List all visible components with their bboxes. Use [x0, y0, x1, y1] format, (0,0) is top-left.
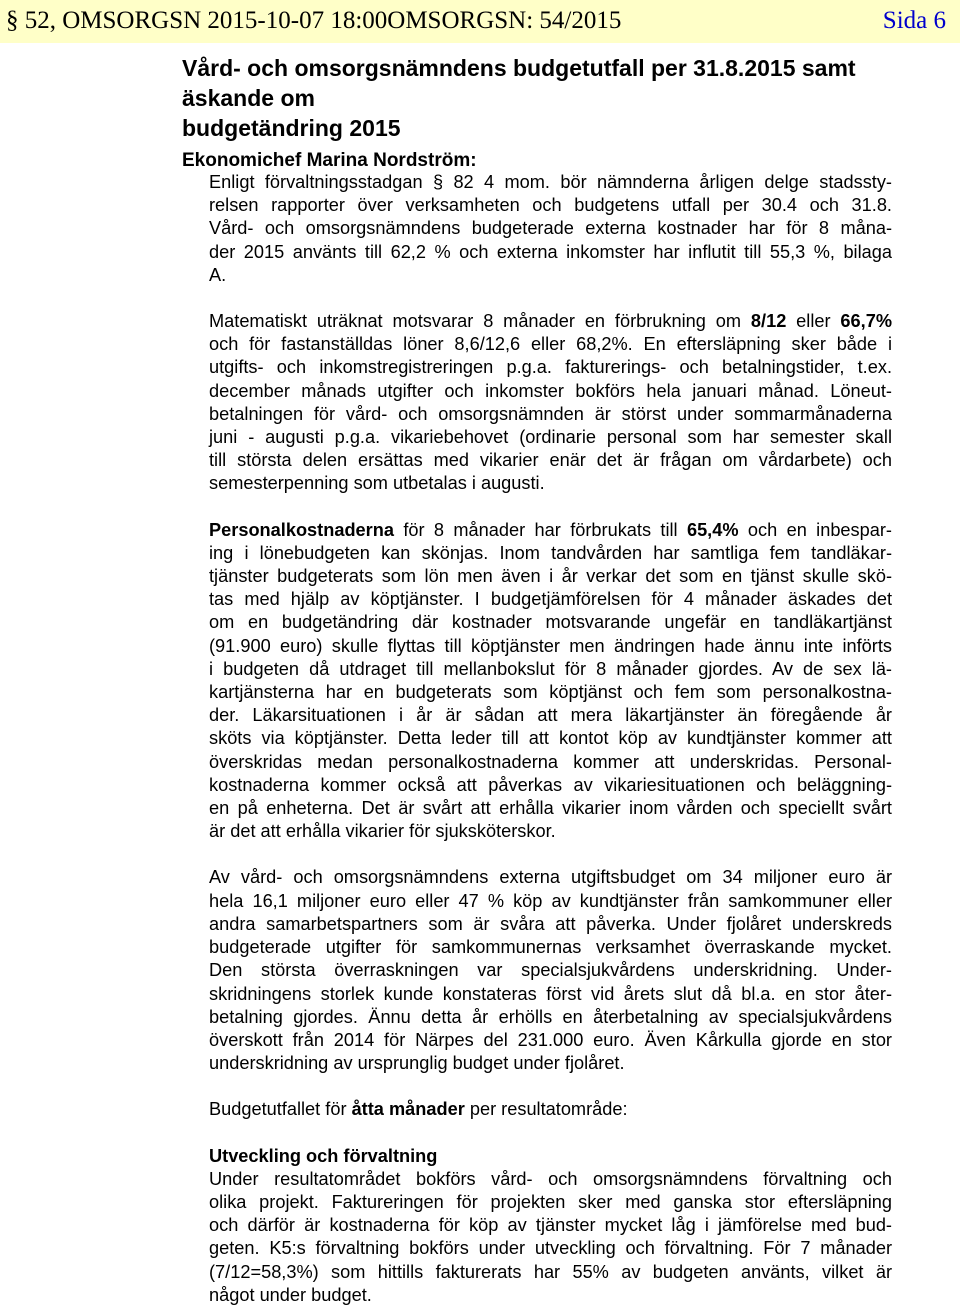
paragraph-2 — [209, 310, 892, 496]
text-line: något under budget. — [209, 1284, 372, 1305]
text-line: Under resultatområdet bokförs vård- och omsorgsnämndens förvaltning och — [209, 1168, 892, 1189]
text-line: överskridas medan personalkostnaderna kommer att underskridas. Personal- — [209, 751, 892, 772]
title-line-1: Vård- och omsorgsnämndens budgetutfall per 31.8.2015 samt äskande om — [182, 55, 856, 111]
text-line: i budgeten då utdraget till mellanbokslut för 8 månader gjordes. Av de sex lä- — [209, 658, 892, 679]
text-line: andra samarbetspartners som är svåra att påverka. Under fjolåret underskreds — [209, 913, 892, 934]
text-line: utgifts- och inkomstregistreringen p.g.a. fakturerings- och betalningstider, t.ex. — [209, 357, 892, 378]
text-line: tjänster budgeterats som lön men även i år verkar det som en tjänst skulle skö- — [209, 566, 892, 587]
text-line: der 2015 använts till 62,2 % och externa inkomster har influtit till 55,3 %, bilaga — [209, 241, 892, 262]
text-line: Matematiskt uträknat motsvarar 8 månader en förbrukning om 8/12 eller 66,7% — [209, 311, 892, 332]
text-line: geten. K5:s förvaltning bokförs under utveckling och förvaltning. För 7 månader — [209, 1238, 892, 1259]
title-line-2: budgetändring 2015 — [182, 115, 401, 141]
text-line: A. — [209, 264, 227, 285]
text-line: tas med hjälp av köptjänster. I budgetjämförelsen för 4 månader äskades det — [209, 589, 892, 610]
text-line: der. Läkarsituationen i år är sådan att mera läkartjänster än föregående år — [209, 705, 892, 726]
paragraph-4 — [209, 866, 892, 1075]
text-line: kartjänsterna har en budgeterats som köptjänst och fem som personalkostna- — [209, 682, 892, 703]
text-line: Budgetutfallet för åtta månader per resultatområde: — [209, 1099, 628, 1120]
paragraph-3 — [209, 519, 892, 844]
text-line: en på enheterna. Det är svårt att erhålla vikarier inom vården och speciellt svårt — [209, 798, 892, 819]
section-utveckling — [209, 1145, 892, 1307]
text-line: hela 16,1 miljoner euro eller 47 % köp av kundtjänster från samkommuner eller — [209, 890, 892, 911]
text-line: december månads utgifter och inkomster bokförs hela januari månad. Löneut- — [209, 380, 892, 401]
text-line: Av vård- och omsorgsnämndens externa utgiftsbudget om 34 miljoner euro är — [209, 867, 892, 888]
document-title — [182, 53, 902, 143]
bold-term: åtta månader — [351, 1099, 465, 1120]
page-number: Sida 6 — [882, 7, 946, 34]
text-line: och för fastanställdas löner 8,6/12,6 eller 68,2%. En eftersläpning sker både i — [209, 334, 892, 355]
text-line: till största delen ersättas med vikarier enär det är frågan om vårdarbete) och — [209, 450, 892, 471]
text-line: underskridning av ursprunglig budget under fjolåret. — [209, 1053, 625, 1074]
page-header — [0, 0, 960, 43]
text-line: Den största överraskningen var specialsjukvårdens underskridning. Under- — [209, 960, 892, 981]
bold-fraction: 8/12 — [750, 311, 787, 332]
bold-term: Personalkostnaderna — [209, 519, 394, 540]
paragraph-5 — [209, 1098, 892, 1121]
text-line: är det att erhålla vikarier för sjuksköterskor. — [209, 821, 556, 842]
text-line: budgeterade utgifter för samkommunernas verksamhet överraskande mycket. — [209, 937, 892, 958]
text-line: olika projekt. Faktureringen för projekten sker med ganska stor eftersläpning — [209, 1191, 892, 1212]
document-body — [209, 171, 892, 1307]
text-line: (7/12=58,3%) som hittills fakturerats har 55% av budgeten använts, vilket är — [209, 1261, 892, 1282]
author-heading: Ekonomichef Marina Nordström: — [182, 150, 477, 171]
section-heading: Utveckling och förvaltning — [209, 1145, 438, 1166]
paragraph-1 — [209, 171, 892, 287]
text-line: och därför är kostnaderna för köp av tjänster mycket låg i jämförelse med bud- — [209, 1215, 892, 1236]
text-line: juni - augusti p.g.a. vikariebehovet (ordinarie personal som har semester skall — [209, 427, 892, 448]
text-line: betalning gjordes. Ännu detta år erhölls en återbetalning av specialsjukvårdens — [209, 1006, 892, 1027]
bold-percent: 65,4% — [686, 519, 739, 540]
text-line: ing i lönebudgeten kan skönjas. Inom tandvården har samtliga fem tandläkar- — [209, 542, 892, 563]
bold-percent: 66,7% — [840, 311, 892, 332]
text-line: kostnaderna kommer också att påverkas av vikariesituationen och beläggning- — [209, 774, 892, 795]
text-line: relsen rapporter över verksamheten och budgetens utfall per 30.4 och 31.8. — [209, 195, 892, 216]
text-line: sköts via köptjänster. Detta leder till att kontot köp av kundtjänster kommer att — [209, 728, 892, 749]
header-reference: § 52, OMSORGSN 2015-10-07 18:00OMSORGSN: 54/2015 — [6, 7, 622, 34]
text-line: (91.900 euro) skulle flyttas till köptjänster men ändringen hade ännu inte införts — [209, 635, 892, 656]
text-line: semesterpenning som utbetalas i augusti. — [209, 473, 545, 494]
text-line: Enligt förvaltningsstadgan § 82 4 mom. bör nämnderna årligen delge stadssty- — [209, 172, 892, 192]
text-line: överskott från 2014 för Närpes del 231.000 euro. Även Kårkulla gjorde en stor — [209, 1029, 892, 1050]
text-line: betalningen för vård- och omsorgsnämnden är störst under sommarmånaderna — [209, 403, 892, 424]
text-line: skridningens storlek kunde konstateras först vid årets slut då bl.a. en stor åter- — [209, 983, 892, 1004]
text-line: Vård- och omsorgsnämndens budgeterade externa kostnader har för 8 måna- — [209, 218, 892, 239]
text-line: om en budgetändring där kostnader motsvarande ungefär en tandläkartjänst — [209, 612, 892, 633]
text-line: Personalkostnaderna för 8 månader har förbrukats till 65,4% och en inbespar- — [209, 519, 892, 540]
